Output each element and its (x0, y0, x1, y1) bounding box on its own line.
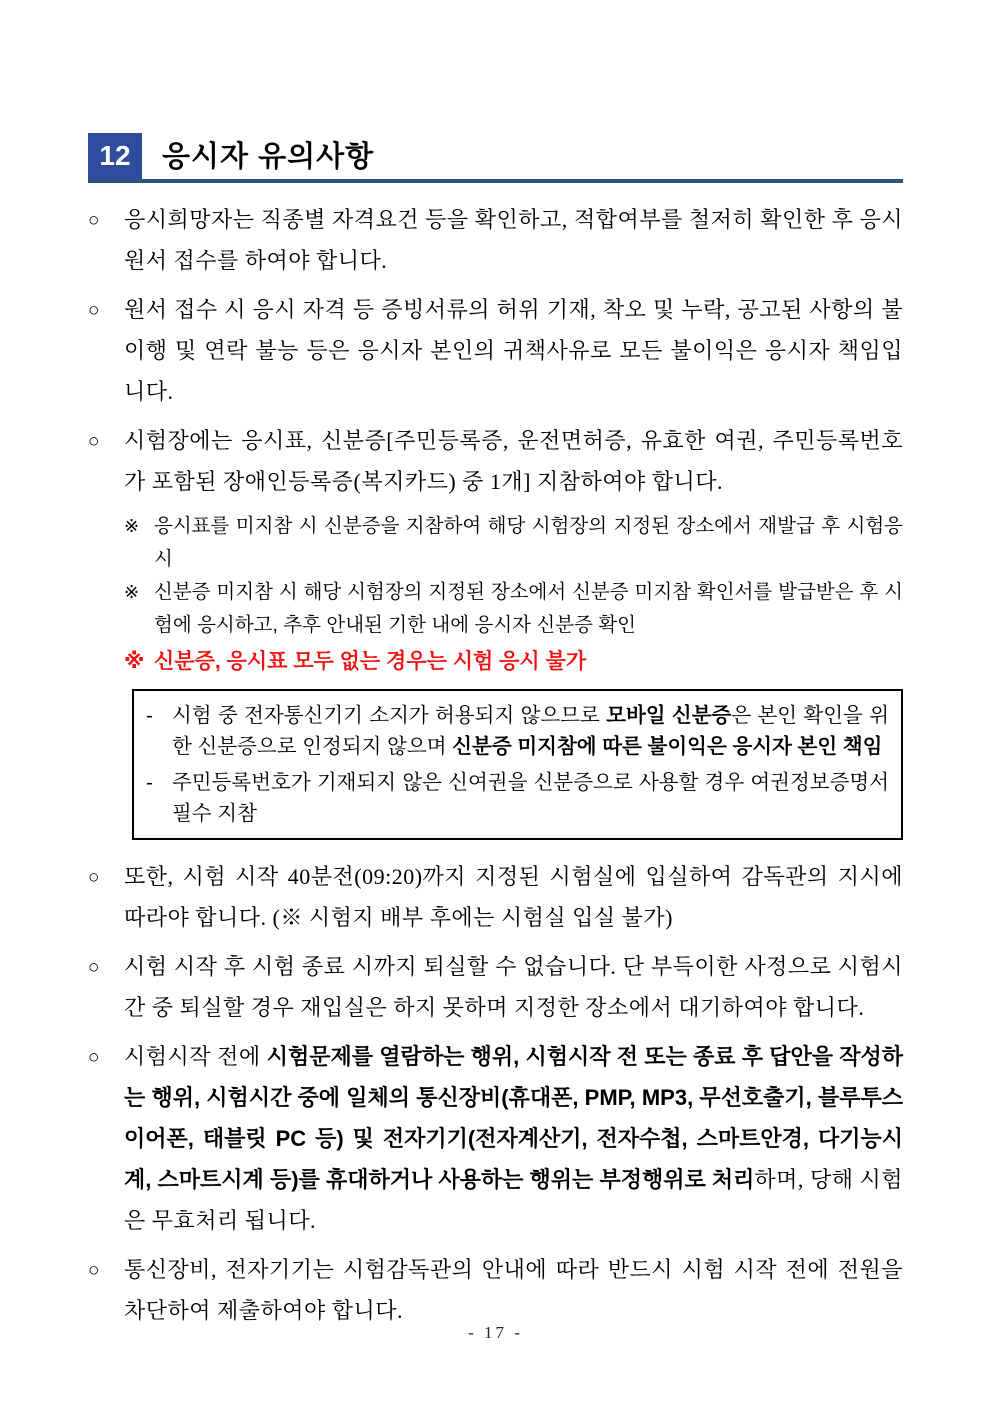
reference-note (124, 510, 903, 576)
notice-list (88, 199, 903, 1331)
dash-marker: - (146, 771, 153, 794)
bullet-circle-marker: ○ (88, 210, 100, 231)
text-run: 하며, 당해 시험은 무효처리 됩니다. (124, 1167, 904, 1233)
notice-text: 원서 접수 시 응시 자격 등 증빙서류의 허위 기재, 착오 및 누락, 공고된 사항의 불이행 및 연락 불능 등은 응시자 본인의 귀책사유로 모든 불이익은 응시자 책임입니다. (124, 297, 903, 404)
highlight-box-item (146, 700, 889, 762)
bullet-circle-marker: ○ (88, 867, 100, 888)
section-number: 12 (99, 140, 131, 171)
bold-text-run: 모바일 신분증 (606, 704, 732, 727)
reference-mark: ※ (124, 516, 140, 536)
reference-note (124, 576, 903, 642)
text-run: 시험 중 전자통신기기 소지가 허용되지 않으므로 (172, 704, 607, 727)
notice-text: 통신장비, 전자기기는 시험감독관의 안내에 따라 반드시 시험 시작 전에 전원을 차단하여 제출하여야 합니다. (124, 1257, 903, 1323)
notice-item (88, 289, 903, 412)
dash-marker: - (146, 704, 153, 727)
warning-note (124, 647, 903, 677)
section-number-badge (88, 133, 142, 179)
text-run: 은 본인 확인을 위한 신분증으로 인정되지 않으며 (172, 704, 889, 758)
notice-item (88, 1249, 903, 1331)
page-footer (0, 1323, 991, 1343)
reference-note-text: 신분증 미지참 시 해당 시험장의 지정된 장소에서 신분증 미지참 확인서를 발급받은 후 시험에 응시하고, 추후 안내된 기한 내에 응시자 신분증 확인 (154, 581, 903, 636)
bold-text-run: 시험문제를 열람하는 행위, 시험시작 전 또는 종료 후 답안을 작성하는 행위, 시험시간 중에 일체의 통신장비(휴대폰, PMP, MP3, 무선호출기, 블루투스 이어폰, 태블릿 PC 등) 및 전자기기(전자계산기, 전자수첩, 스마트안경, 다기능시계, 스마트시계 등)를 휴대하거나 사용하는 행위는 부정행위로 처리 (124, 1044, 903, 1192)
reference-mark: ※ (124, 650, 145, 673)
bold-text-run: 신분증 미지참에 따른 불이익은 응시자 본인 책임 (452, 735, 883, 758)
notice-item (88, 856, 903, 938)
bullet-circle-marker: ○ (88, 431, 100, 452)
notice-item (88, 1036, 903, 1241)
section-header (88, 131, 903, 183)
bullet-circle-marker: ○ (88, 957, 100, 978)
highlight-box-item (146, 767, 889, 829)
reference-mark: ※ (124, 582, 140, 602)
reference-note-text: 응시표를 미지참 시 신분증을 지참하여 해당 시험장의 지정된 장소에서 재발급 후 시험응시 (154, 515, 903, 570)
notice-item (88, 199, 903, 281)
highlight-box-text (172, 700, 889, 762)
warning-text: 신분증, 응시표 모두 없는 경우는 시험 응시 불가 (154, 650, 587, 673)
notice-text: 응시희망자는 직종별 자격요건 등을 확인하고, 적합여부를 철저히 확인한 후 응시원서 접수를 하여야 합니다. (124, 207, 903, 273)
section-title: 응시자 유의사항 (162, 140, 375, 173)
notice-item (88, 420, 903, 502)
page-number: - 17 - (468, 1323, 523, 1342)
notice-text: 또한, 시험 시작 40분전(09:20)까지 지정된 시험실에 입실하여 감독관의 지시에 따라야 합니다. (※ 시험지 배부 후에는 시험실 입실 불가) (124, 864, 903, 930)
bullet-circle-marker: ○ (88, 1260, 100, 1281)
notice-item (88, 946, 903, 1028)
highlight-box-text: 주민등록번호가 기재되지 않은 신여권을 신분증으로 사용할 경우 여권정보증명서 필수 지참 (172, 771, 889, 825)
highlight-box (132, 689, 903, 840)
text-run: 시험시작 전에 (124, 1044, 267, 1069)
notice-text (124, 1036, 903, 1241)
notice-text: 시험장에는 응시표, 신분증[주민등록증, 운전면허증, 유효한 여권, 주민등록번호가 포함된 장애인등록증(복지카드) 중 1개] 지참하여야 합니다. (124, 428, 903, 494)
notice-text: 시험 시작 후 시험 종료 시까지 퇴실할 수 없습니다. 단 부득이한 사정으로 시험시간 중 퇴실할 경우 재입실은 하지 못하며 지정한 장소에서 대기하여야 합니다. (124, 954, 903, 1020)
bullet-circle-marker: ○ (88, 1047, 100, 1068)
bullet-circle-marker: ○ (88, 300, 100, 321)
